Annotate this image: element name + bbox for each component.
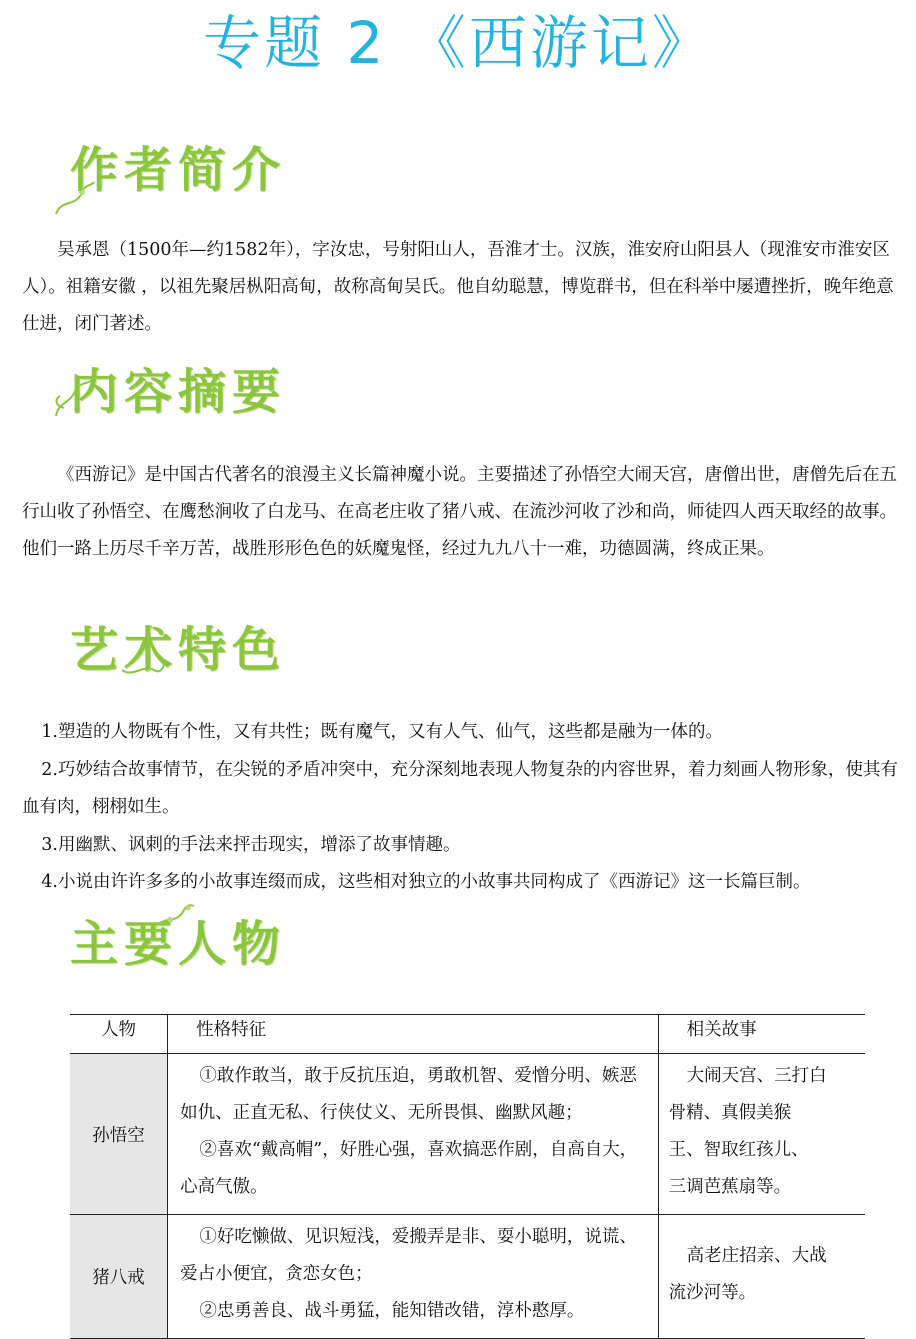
character-name: 猪八戒 [70,1215,168,1339]
story-line: 流沙河等。 [668,1282,757,1303]
story-line: 骨精、真假美猴 [668,1103,792,1123]
summary-text: 《西游记》是中国古代著名的浪漫主义长篇神魔小说。主要描述了孙悟空大闹天宫，唐僧出世，唐僧先后在五行山收了孙悟空、在鹰愁涧收了白龙马、在高老庄收了猪八戒、在流沙河收了沙和尚，师徒四人西天取经的故事。他们一路上历尽千辛万苦，战胜形形色色的妖魔鬼怪，经过九九八十一难，功德圆满，终成正果。 [22,465,897,559]
trait-text: ①敢作敢当，敢于反抗压迫，勇敢机智、爱憎分明、嫉恶如仇、正直无私、行侠仗义、无所畏惧、幽默风趣； [180,1066,637,1123]
table-row [70,1215,865,1339]
summary-heading: 内容摘要 [70,364,287,420]
story-line: 三调芭蕉扇等。 [668,1177,792,1197]
art-list [22,714,900,902]
character-traits [168,1215,659,1339]
page-title: 专题 2 《西游记》 [203,9,713,77]
story-line: 王、智取红孩儿、 [668,1140,809,1160]
table-row [70,1054,865,1215]
character-stories [658,1054,865,1215]
character-stories [658,1215,865,1339]
story-line: 高老庄招亲、大战 [686,1245,827,1266]
summary-section [22,457,900,568]
header-cell-character: 人物 [70,1015,168,1054]
characters-table [70,1014,865,1339]
author-section [22,232,900,343]
header-cell-traits: 性格特征 [168,1015,659,1054]
character-traits [168,1054,659,1215]
trait-text: ②喜欢“戴高帽”，好胜心强，喜欢搞恶作剧，自高自大，心高气傲。 [180,1140,638,1197]
art-item: 2.巧妙结合故事情节，在尖锐的矛盾冲突中，充分深刻地表现人物复杂的内容世界，着力刻画人物形象，使其有血有肉，栩栩如生。 [22,759,898,817]
trait-text: ①好吃懒做、见识短浅，爱搬弄是非、耍小聪明，说谎、爱占小便宜，贪恋女色； [180,1227,637,1284]
trait-text: ②忠勇善良、战斗勇猛，能知错改错，淳朴憨厚。 [199,1301,585,1321]
art-item: 4.小说由许许多多的小故事连缀而成，这些相对独立的小故事共同构成了《西游记》这一长篇巨制。 [41,872,811,892]
characters-heading: 主要人物 [70,916,287,972]
header-cell-stories: 相关故事 [658,1015,865,1054]
art-item: 3.用幽默、讽刺的手法来抨击现实，增添了故事情趣。 [41,834,461,855]
art-heading: 艺术特色 [70,622,287,678]
story-line: 大闹天宫、三打白 [686,1066,827,1086]
art-item: 1.塑造的人物既有个性，又有共性；既有魔气，又有人气、仙气，这些都是融为一体的。 [41,722,723,742]
table-header-row [70,1015,865,1054]
author-heading: 作者简介 [70,142,287,198]
author-text: 吴承恩（1500年—约1582年），字汝忠，号射阳山人，吾淮才士。汉族，淮安府山阳县人（现淮安市淮安区人）。祖籍安徽 ，以祖先聚居枞阳高甸，故称高甸吴氏。他自幼聪慧，博览群书，但在科举中屡遭挫折，晚年绝意仕进，闭门著述。 [22,240,894,334]
character-name: 孙悟空 [70,1054,168,1215]
